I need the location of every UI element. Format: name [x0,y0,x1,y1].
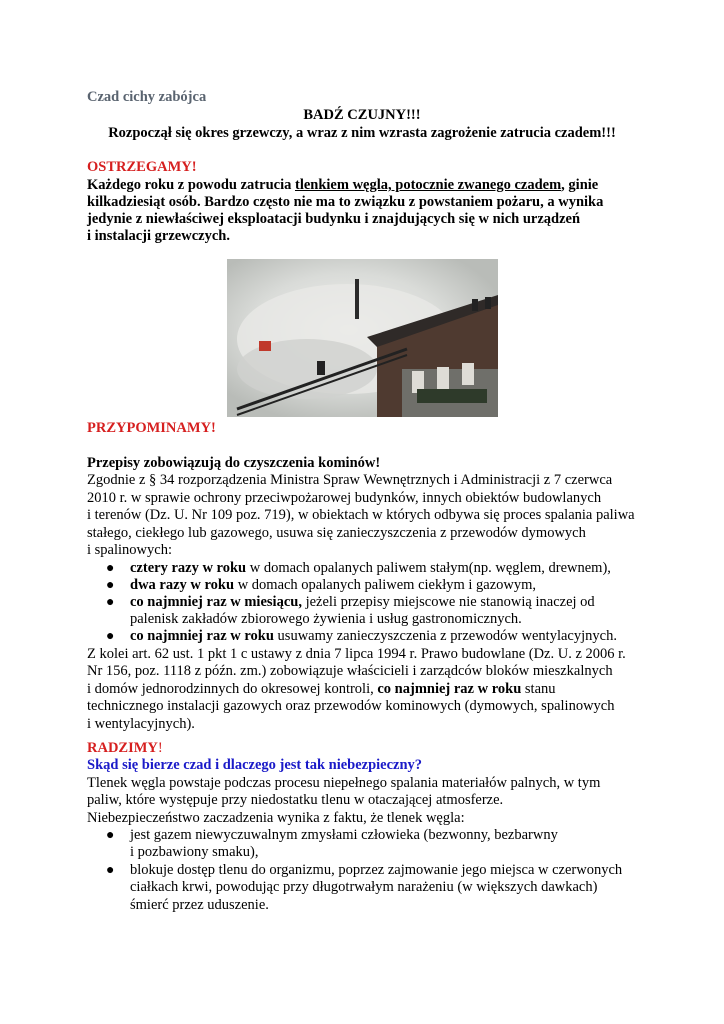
law-bold-text: co najmniej raz w roku [377,681,522,697]
remind-line-4: stałego, ciekłego lub gazowego, usuwa się zanieczyszczenia z przewodów dymowych [87,525,586,541]
advice-item-continuation: śmierć przez uduszenie. [130,897,269,913]
remind-line-5: i spalinowych: [87,542,172,558]
list-item-bold: dwa razy w roku [130,577,235,593]
remind-heading: PRZYPOMINAMY! [87,420,216,436]
advice-item-continuation: ciałkach krwi, powodując przy długotrwałym narażeniu (w większych dawkach) [130,879,598,895]
list-item [130,560,611,578]
bullet-icon: ● [106,561,115,576]
law-line-2: Nr 156, poz. 1118 z późn. zm.) zobowiązuje właścicieli i zarządców bloków mieszkalnych [87,663,613,679]
headline: BADŹ CZUJNY!!! [303,107,421,123]
warning-line-3: jedynie z niewłaściwej eksploatacji budynku i znajdujących się w nich urządzeń [87,211,581,227]
remind-subheading: Przepisy zobowiązują do czyszczenia kominów! [87,455,381,471]
warning-heading: OSTRZEGAMY! [87,159,197,175]
advice-heading-text: RADZIMY [87,740,158,756]
list-item [130,594,595,612]
subheadline: Rozpoczął się okres grzewczy, a wraz z nim wzrasta zagrożenie zatrucia czadem!!! [108,125,616,141]
warning-line-4: i instalacji grzewczych. [87,228,230,244]
remind-line-1: Zgodnie z § 34 rozporządzenia Ministra Spraw Wewnętrznych i Administracji z 7 czerwca [87,472,613,488]
advice-item: blokuje dostęp tlenu do organizmu, poprzez zajmowanie jego miejsca w czerwonych [130,862,623,878]
law-text: i domów jednorodzinnych do okresowej kontroli, [87,681,378,697]
list-item-bold: cztery razy w roku [130,560,247,576]
list-item-text: jeżeli przepisy miejscowe nie stanowią inaczej od [301,594,595,610]
firefighters-photo [227,259,498,417]
advice-heading [87,740,163,758]
advice-line-1: Tlenek węgla powstaje podczas procesu niepełnego spalania materiałów palnych, w tym [87,775,601,791]
law-line-3 [87,681,556,699]
law-line-4: technicznego instalacji gazowych oraz przewodów kominowych (dymowych, spalinowych [87,698,615,714]
warning-text: Każdego roku z powodu zatrucia [87,177,295,193]
list-item-bold: co najmniej raz w miesiącu, [130,594,302,610]
bullet-icon: ● [106,863,115,878]
warning-underlined-text: tlenkiem węgla, potocznie zwanego czadem [294,177,562,193]
advice-heading-mark: ! [157,740,163,756]
remind-line-2: 2010 r. w sprawie ochrony przeciwpożarowej budynków, innych obiektów budowlanych [87,490,602,506]
list-item-text: w domach opalanych paliwem ciekłym i gazowym, [234,577,537,593]
advice-line-2: paliw, które występuje przy niedostatku tlenu w otaczającej atmosferze. [87,792,504,808]
warning-line-1 [87,177,598,195]
bullet-icon: ● [106,629,115,644]
list-item-bold: co najmniej raz w roku [130,628,274,644]
bullet-icon: ● [106,578,115,593]
law-line-1: Z kolei art. 62 ust. 1 pkt 1 c ustawy z dnia 7 lipca 1994 r. Prawo budowlane (Dz. U. z 2006 r. [87,646,626,662]
list-item [130,628,617,646]
warning-line-2: kilkadziesiąt osób. Bardzo często nie ma to związku z powstaniem pożaru, a wynika [87,194,604,210]
list-item-continuation: palenisk zakładów zbiorowego żywienia i usług gastronomicznych. [130,611,522,627]
remind-line-3: i terenów (Dz. U. Nr 109 poz. 719), w obiektach w których odbywa się proces spalania paliwa [87,507,635,523]
law-text-end: stanu [521,681,556,697]
bullet-icon: ● [106,595,115,610]
advice-line-3: Niebezpieczeństwo zaczadzenia wynika z faktu, że tlenek węgla: [87,810,465,826]
warning-text-end: , ginie [561,177,599,193]
advice-item-continuation: i pozbawiony smaku), [130,844,259,860]
advice-item: jest gazem niewyczuwalnym zmysłami człowieka (bezwonny, bezbarwny [130,827,558,843]
list-item [130,577,536,595]
advice-question: Skąd się bierze czad i dlaczego jest tak niebezpieczny? [87,757,423,773]
document-title: Czad cichy zabójca [87,89,207,105]
bullet-icon: ● [106,828,115,843]
list-item-text: w domach opalanych paliwem stałym(np. węglem, drewnem), [246,560,611,576]
law-line-5: i wentylacyjnych). [87,716,195,732]
list-item-text: usuwamy zanieczyszczenia z przewodów wentylacyjnych. [273,628,617,644]
